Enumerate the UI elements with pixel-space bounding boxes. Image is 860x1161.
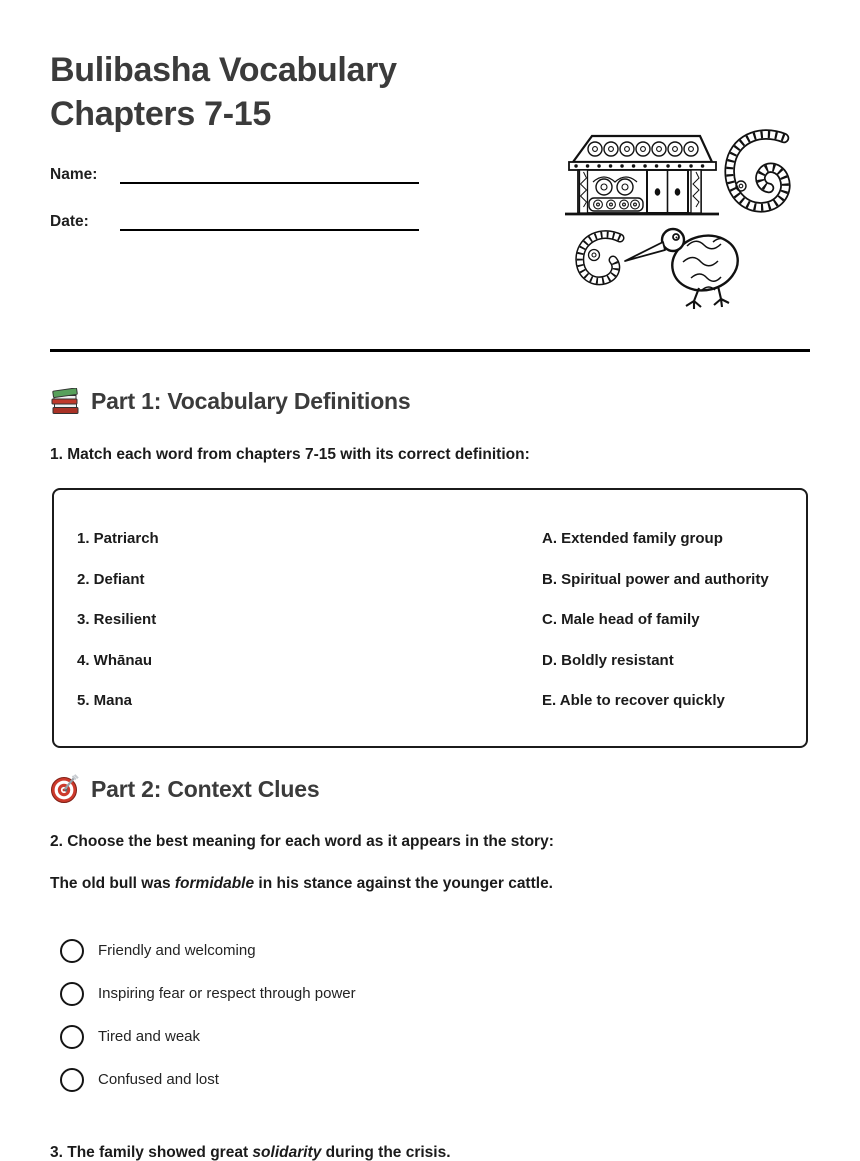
question3-prefix: 3. The family showed great xyxy=(50,1144,253,1161)
part2-heading-text: Part 2: Context Clues xyxy=(91,775,320,802)
match-definition: C. Male head of family xyxy=(542,611,700,628)
match-row xyxy=(77,528,796,549)
name-label: Name: xyxy=(50,166,98,183)
radio-button[interactable] xyxy=(60,939,84,963)
radio-option-row[interactable] xyxy=(60,1015,356,1058)
question3-suffix: during the crisis. xyxy=(321,1144,451,1161)
option-label: Friendly and welcoming xyxy=(98,941,256,959)
radio-button[interactable] xyxy=(60,1025,84,1049)
books-icon xyxy=(50,386,80,416)
radio-button[interactable] xyxy=(60,1068,84,1092)
date-label: Date: xyxy=(50,213,89,230)
meeting-house-icon xyxy=(565,136,719,214)
radio-option-row[interactable] xyxy=(60,972,356,1015)
match-definition: E. Able to recover quickly xyxy=(542,692,725,709)
match-definition: D. Boldly resistant xyxy=(542,651,674,669)
name-input-line[interactable] xyxy=(120,164,419,184)
part2-question: 2. Choose the best meaning for each word as it appears in the story: xyxy=(50,833,554,850)
kiwi-bird-icon xyxy=(625,229,744,309)
option-label: Inspiring fear or respect through power xyxy=(98,984,356,1002)
target-dart-icon xyxy=(50,774,80,804)
sentence-vocab-word: formidable xyxy=(174,875,255,892)
question-3 xyxy=(50,1142,451,1161)
match-row xyxy=(77,690,796,711)
page-title xyxy=(50,48,570,136)
match-word: 5. Mana xyxy=(77,692,133,709)
date-input-line[interactable] xyxy=(120,211,419,231)
match-definition: A. Extended family group xyxy=(542,530,723,547)
radio-button[interactable] xyxy=(60,982,84,1006)
option-label: Confused and lost xyxy=(98,1070,219,1088)
radio-option-row[interactable] xyxy=(60,929,356,972)
match-word: 1. Patriarch xyxy=(77,530,159,547)
part1-heading xyxy=(50,386,410,416)
date-field-row xyxy=(50,211,419,232)
koru-spiral-large-icon xyxy=(730,134,786,207)
match-word: 4. Whānau xyxy=(77,651,153,669)
sentence-suffix: in his stance against the younger cattle. xyxy=(254,875,553,892)
match-row xyxy=(77,609,796,630)
part1-heading-text: Part 1: Vocabulary Definitions xyxy=(91,387,411,414)
match-row xyxy=(77,650,796,671)
sentence-prefix: The old bull was xyxy=(50,875,175,892)
part1-question: 1. Match each word from chapters 7-15 with its correct definition: xyxy=(50,446,530,463)
radio-option-row[interactable] xyxy=(60,1058,356,1101)
name-field-row xyxy=(50,164,419,185)
context-sentence xyxy=(50,873,553,894)
option-label: Tired and weak xyxy=(98,1027,200,1045)
page-title-line1: Bulibasha Vocabulary xyxy=(50,51,397,89)
koru-spiral-small-icon xyxy=(580,235,620,281)
part2-heading xyxy=(50,774,319,804)
match-row xyxy=(77,569,796,590)
answer-options xyxy=(60,929,356,1101)
matching-exercise-box xyxy=(52,488,808,748)
question3-vocab-word: solidarity xyxy=(252,1144,322,1161)
page-title-line2: Chapters 7-15 xyxy=(50,95,271,133)
section-divider xyxy=(50,349,810,352)
match-word: 2. Defiant xyxy=(77,570,145,588)
match-definition: B. Spiritual power and authority xyxy=(542,570,769,588)
maori-art-illustration xyxy=(563,128,795,310)
match-word: 3. Resilient xyxy=(77,611,157,628)
